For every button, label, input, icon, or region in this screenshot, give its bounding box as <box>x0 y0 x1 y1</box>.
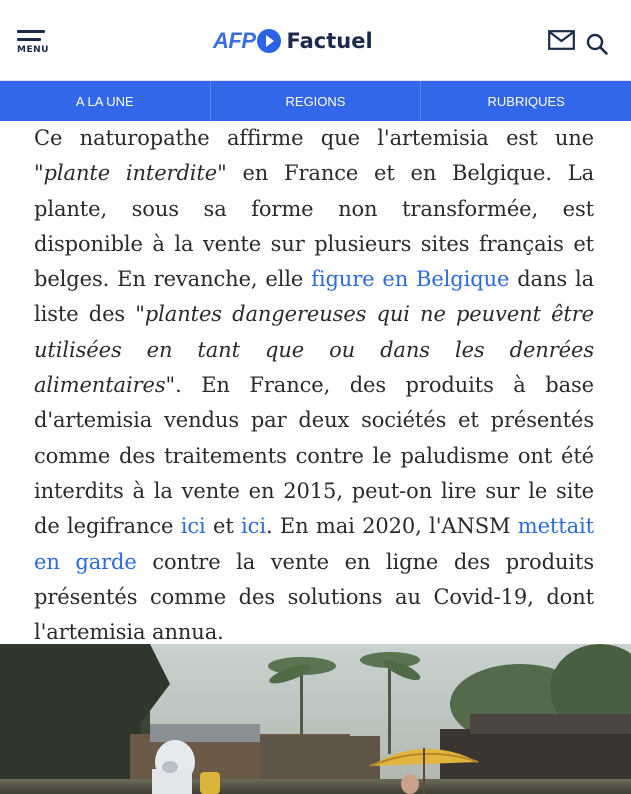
article-text: et <box>205 514 242 539</box>
link-legifrance-1[interactable]: ici <box>180 514 206 539</box>
article-text: dans la liste des <box>34 267 594 327</box>
link-legifrance-2[interactable]: ici <box>241 514 266 539</box>
tab-a-la-une[interactable]: A LA UNE <box>0 81 211 121</box>
search-icon[interactable] <box>585 32 609 56</box>
tab-rubriques[interactable]: RUBRIQUES <box>487 93 565 109</box>
menu-button[interactable] <box>16 30 48 56</box>
main-nav <box>0 81 631 121</box>
article-quote: "plante interdite" <box>34 161 227 186</box>
play-globe-icon <box>257 29 281 53</box>
article-text: . En mai 2020, l'ANSM <box>265 514 518 539</box>
logo-afp-text: AFP <box>213 28 256 53</box>
article-text: . En France, des produits à base d'artemisia vendus par deux sociétés et présentés comme des traitements contre le paludisme ont été interdits à la vente en 2015, peut-on lire sur le site de legifrance <box>34 373 594 539</box>
article-photo-image <box>0 644 631 794</box>
article-text: Ce naturopathe affirme que l'artemisia est une <box>34 126 594 150</box>
site-header <box>0 0 631 81</box>
menu-label: MENU <box>17 45 49 55</box>
article-paragraph <box>34 121 594 650</box>
article-body <box>34 121 594 650</box>
afp-factuel-logo[interactable] <box>213 27 373 55</box>
article-text: contre la vente en ligne des produits présentés comme des solutions au Covid-19, dont l'artemisia annua. <box>34 549 595 645</box>
mail-icon[interactable] <box>548 30 575 50</box>
article-text: en France et en Belgique. La plante, sous sa forme non transformée, est disponible à la vente sur plusieurs sites français et belges. En revanche, elle <box>34 161 594 292</box>
link-mettait-en-garde[interactable]: mettait en garde <box>34 514 594 574</box>
article-quote: "plantes dangereuses qui ne peuvent être utilisées en tant que ou dans les denrées alimentaires" <box>34 302 594 398</box>
article-photo <box>0 644 631 794</box>
link-figure-en-belgique[interactable]: figure en Belgique <box>311 267 510 292</box>
tab-regions[interactable]: REGIONS <box>211 81 422 121</box>
logo-factuel-text: Factuel <box>286 29 373 53</box>
hamburger-icon-bar <box>17 38 41 41</box>
hamburger-icon <box>17 30 45 33</box>
